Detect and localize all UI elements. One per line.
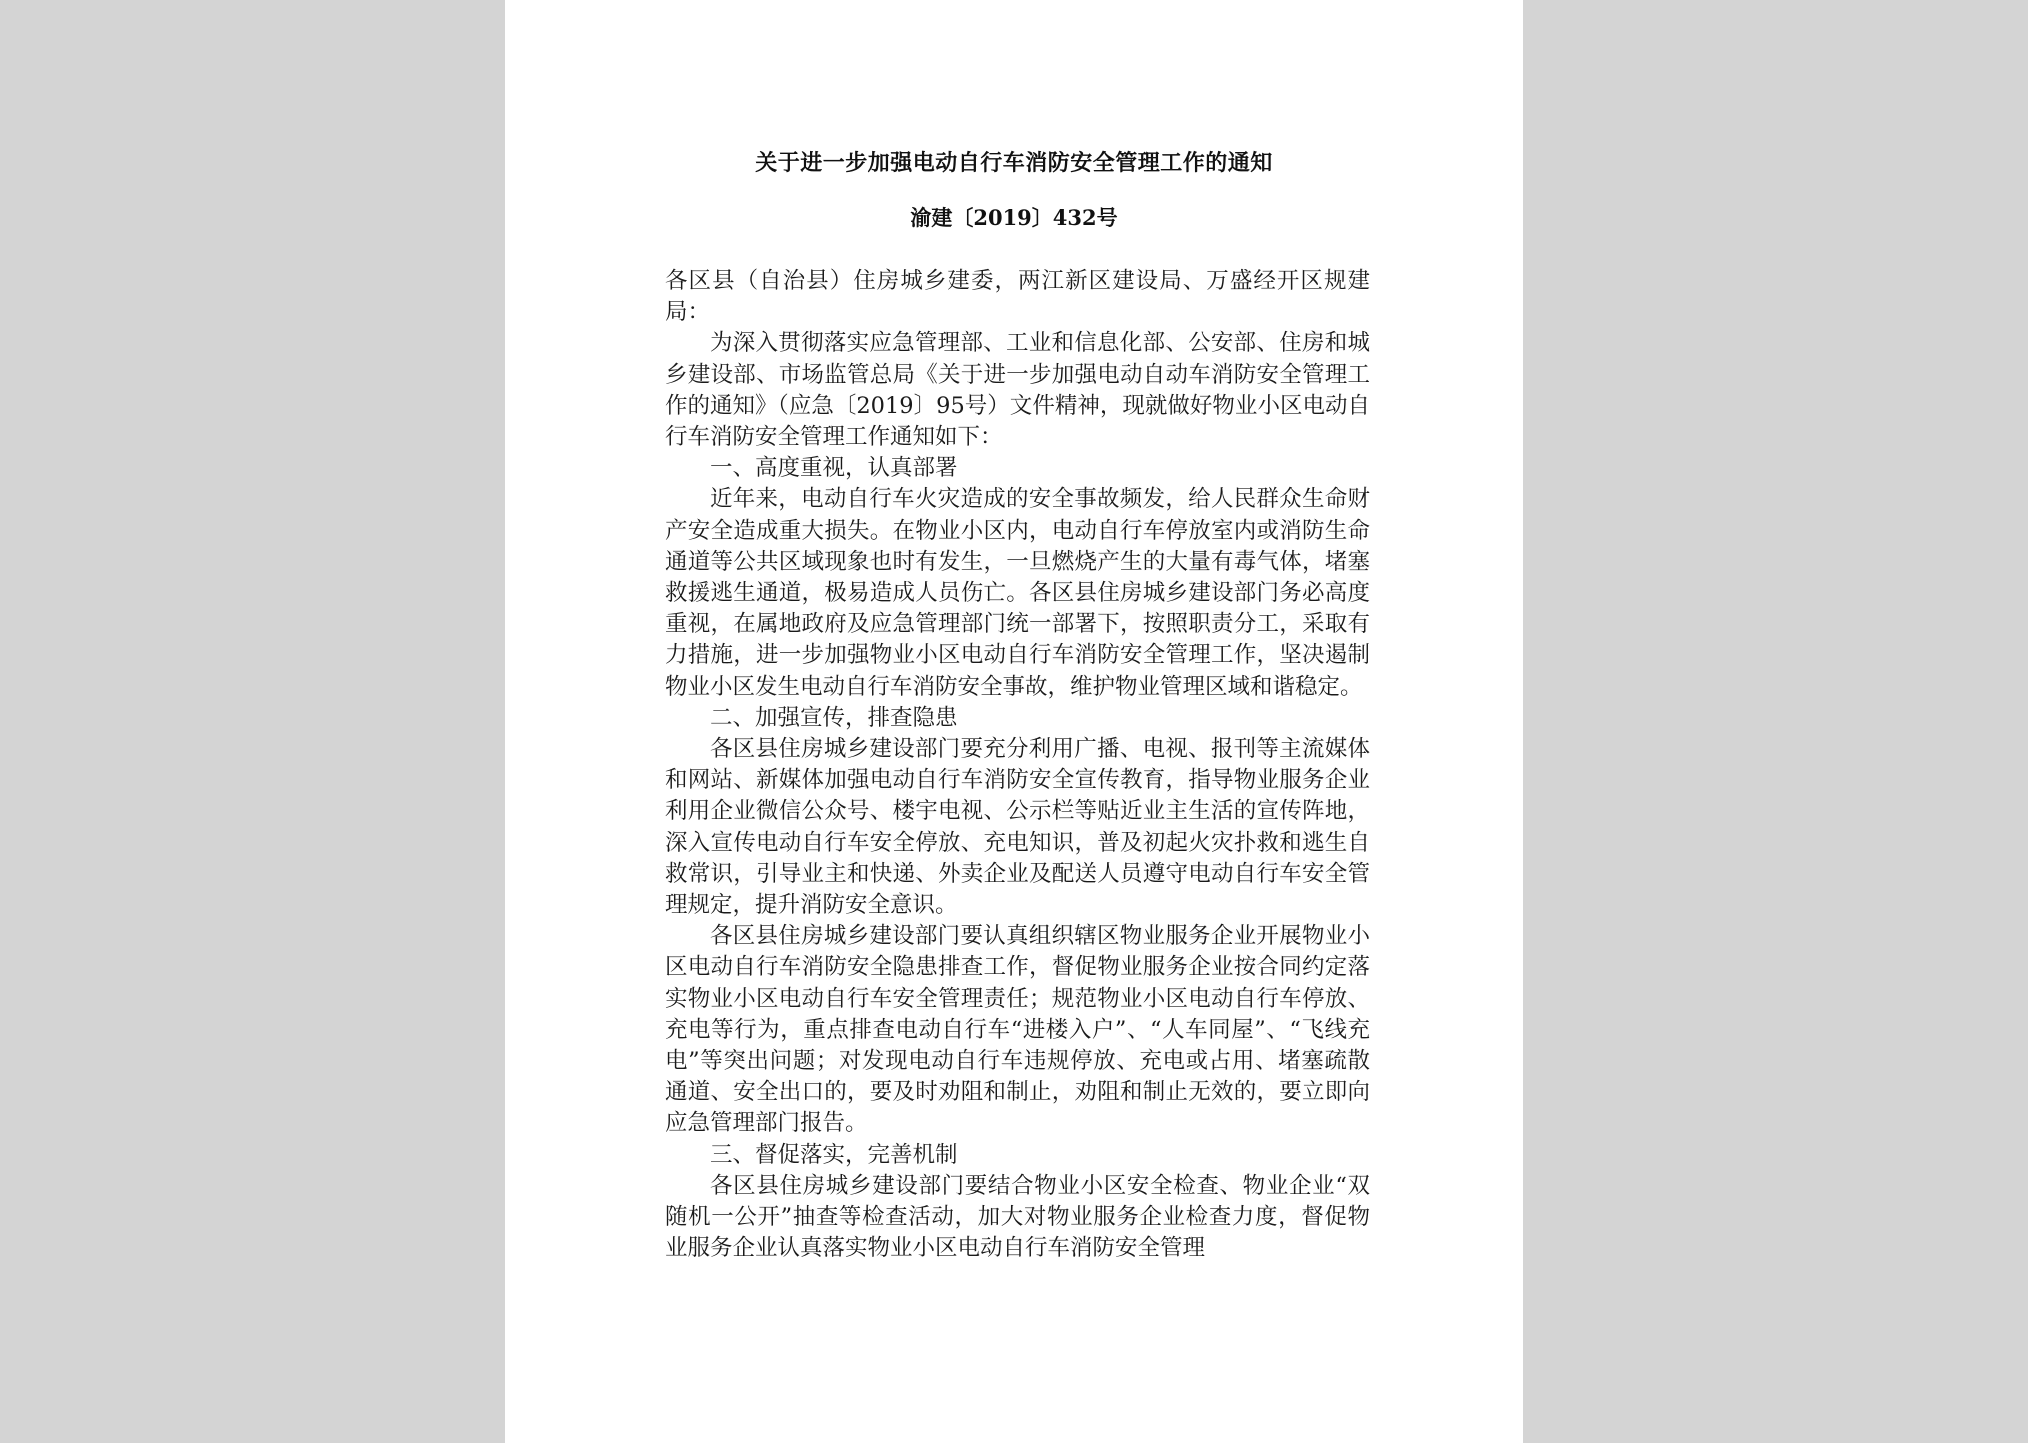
salutation: 各区县（自治县）住房城乡建委，两江新区建设局、万盛经开区规建局： — [665, 268, 1370, 326]
paragraph-section-2b: 各区县住房城乡建设部门要认真组织辖区物业服务企业开展物业小区电动自行车消防安全隐患排查工作，督促物业服务企业按合同约定落实物业小区电动自行车安全管理责任；规范物业小区电动自行车停放、充电等行为，重点排查电动自行车“进楼入户”、“人车同屋”、“飞线充电”等突出问题；对发现电动自行车违规停放、充电或占用、堵塞疏散通道、安全出口的，要及时劝阻和制止，劝阻和制止无效的，要立即向应急管理部门报告。 — [665, 923, 1370, 1137]
section-heading-1: 一、高度重视，认真部署 — [710, 455, 958, 482]
paragraph-section-1: 近年来，电动自行车火灾造成的安全事故频发，给人民群众生命财产安全造成重大损失。在物业小区内，电动自行车停放室内或消防生命通道等公共区域现象也时有发生，一旦燃烧产生的大量有毒气体，堵塞救援逃生通道，极易造成人员伤亡。各区县住房城乡建设部门务必高度重视，在属地政府及应急管理部门统一部署下，按照职责分工，采取有力措施，进一步加强物业小区电动自行车消防安全管理工作，坚决遏制物业小区发生电动自行车消防安全事故，维护物业管理区域和谐稳定。 — [665, 486, 1370, 700]
paragraph-intro: 为深入贯彻落实应急管理部、工业和信息化部、公安部、住房和城乡建设部、市场监管总局《关于进一步加强电动自动车消防安全管理工作的通知》（应急〔2019〕95号）文件精神，现就做好物业小区电动自行车消防安全管理工作通知如下： — [665, 330, 1370, 451]
document-title: 关于进一步加强电动自行车消防安全管理工作的通知 — [755, 150, 1273, 176]
document-page — [505, 0, 1523, 1443]
paragraph-section-2a: 各区县住房城乡建设部门要充分利用广播、电视、报刊等主流媒体和网站、新媒体加强电动自行车消防安全宣传教育，指导物业服务企业利用企业微信公众号、楼宇电视、公示栏等贴近业主生活的宣传阵地，深入宣传电动自行车安全停放、充电知识，普及初起火灾扑救和逃生自救常识，引导业主和快递、外卖企业及配送人员遵守电动自行车安全管理规定，提升消防安全意识。 — [665, 736, 1370, 919]
section-heading-2: 二、加强宣传，排查隐患 — [710, 704, 958, 731]
section-heading-3: 三、督促落实，完善机制 — [710, 1141, 958, 1168]
document-number: 渝建〔2019〕432号 — [910, 205, 1118, 230]
document-body — [665, 266, 1370, 1265]
paragraph-section-3: 各区县住房城乡建设部门要结合物业小区安全检查、物业企业“双随机一公开”抽查等检查活动，加大对物业服务企业检查力度，督促物业服务企业认真落实物业小区电动自行车消防安全管理 — [665, 1172, 1370, 1262]
